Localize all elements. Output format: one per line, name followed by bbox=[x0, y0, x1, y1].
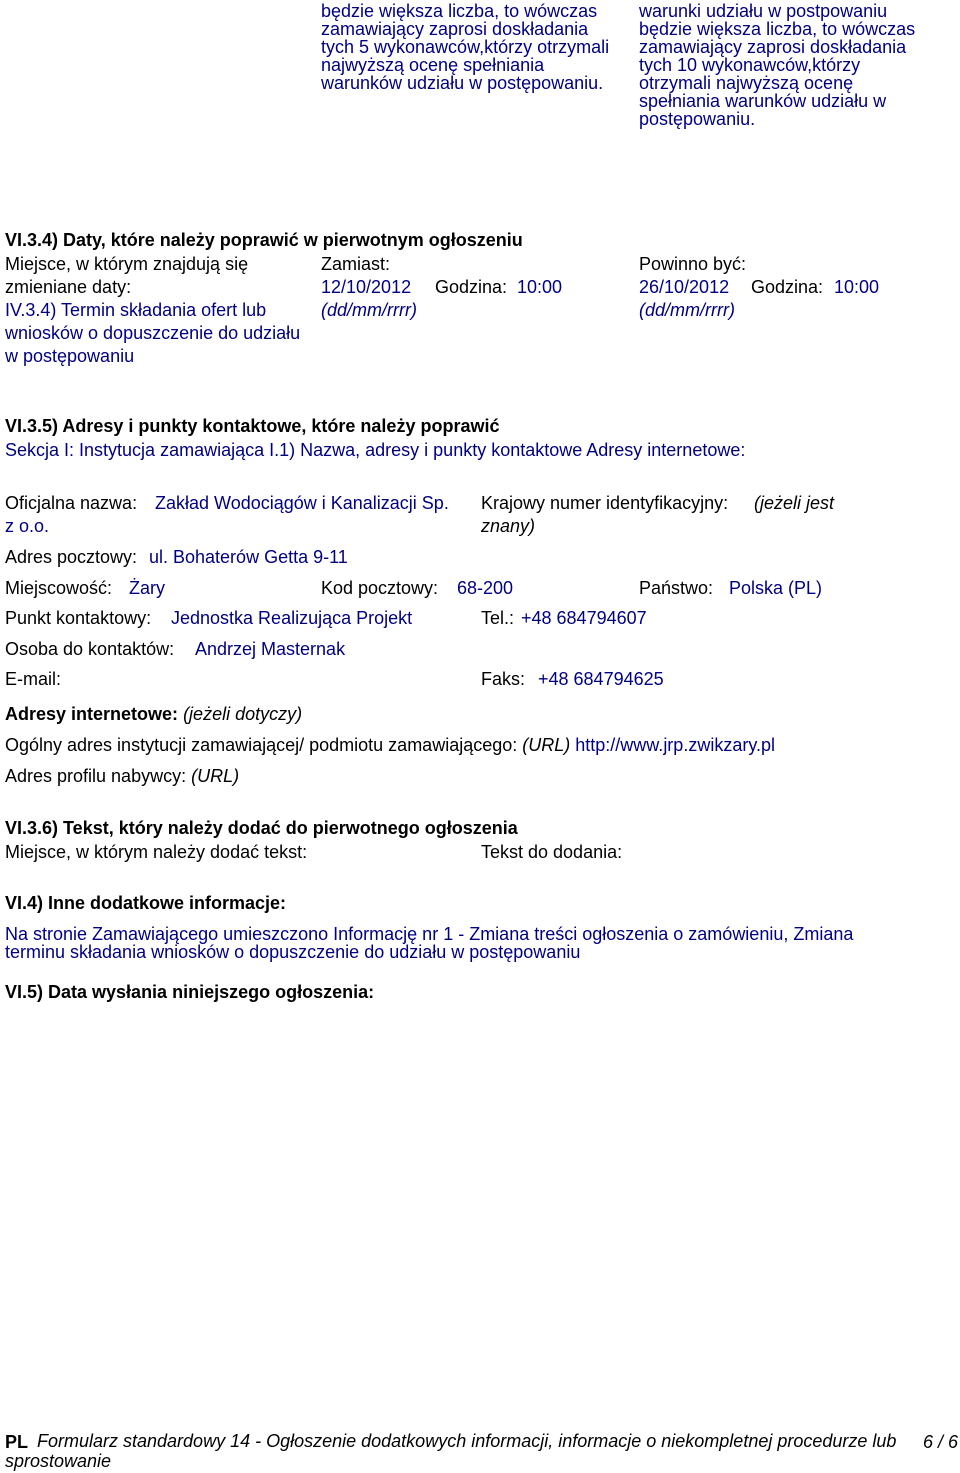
text-line: terminu składania wniosków o dopuszczenie do udziału w postępowaniu bbox=[5, 942, 581, 962]
postcode: 68-200 bbox=[457, 578, 514, 598]
text-line: w postępowaniu bbox=[5, 346, 135, 366]
general-url-row bbox=[5, 735, 775, 756]
place-label-2: zmieniane daty: bbox=[5, 277, 132, 297]
contact-person: Andrzej Masternak bbox=[195, 639, 346, 659]
buyer-profile-label: Adres profilu nabywcy: bbox=[5, 766, 187, 786]
text-line: wniosków o dopuszczenie do udziału bbox=[5, 323, 301, 343]
footer-title-cont: sprostowanie bbox=[5, 1451, 112, 1471]
section-heading-vi4: VI.4) Inne dodatkowe informacje: bbox=[5, 893, 287, 913]
section-heading-vi5: VI.5) Data wysłania niniejszego ogłoszenia: bbox=[5, 982, 375, 1002]
internet-note: (jeżeli dotyczy) bbox=[183, 704, 303, 724]
add-text-label: Tekst do dodania: bbox=[481, 842, 623, 862]
city: Żary bbox=[129, 578, 165, 598]
text-line: zamawiający zaprosi doskładania bbox=[321, 19, 589, 39]
internet-addresses bbox=[5, 704, 302, 725]
instead-hour: 10:00 bbox=[517, 277, 563, 297]
section-heading-vi36: VI.3.6) Tekst, który należy dodać do pierwotnego ogłoszenia bbox=[5, 818, 518, 838]
section-heading-vi34: VI.3.4) Daty, które należy poprawić w pierwotnym ogłoszeniu bbox=[5, 230, 523, 250]
place-label: Miejsce, w którym znajdują się bbox=[5, 254, 249, 274]
tel-label: Tel.: bbox=[481, 608, 515, 628]
hour-label: Godzina: bbox=[751, 277, 824, 297]
url-tag: (URL) bbox=[522, 735, 571, 755]
date-format: (dd/mm/rrrr) bbox=[639, 300, 735, 320]
new-requirement-text bbox=[639, 2, 915, 128]
additional-info bbox=[5, 925, 853, 961]
should-hour: 10:00 bbox=[834, 277, 880, 297]
tel: +48 684794607 bbox=[521, 608, 647, 628]
section-heading-vi35: VI.3.5) Adresy i punkty kontaktowe, które należy poprawić bbox=[5, 416, 500, 436]
text-line: tych 5 wykonawców,którzy otrzymali bbox=[321, 37, 610, 57]
city-label: Miejscowość: bbox=[5, 578, 113, 598]
contact-point: Jednostka Realizująca Projekt bbox=[171, 608, 413, 628]
should-label: Powinno być: bbox=[639, 254, 747, 274]
text-line: tych 10 wykonawców,którzy bbox=[639, 55, 861, 75]
postal-address: ul. Bohaterów Getta 9-11 bbox=[149, 547, 348, 567]
page-number: 6 / 6 bbox=[923, 1432, 959, 1452]
country-label: Państwo: bbox=[639, 578, 714, 598]
text-line: najwyższą ocenę spełniania bbox=[321, 55, 545, 75]
section-line: Sekcja I: Instytucja zamawiająca I.1) Nazwa, adresy i punkty kontaktowe Adresy internetowe: bbox=[5, 440, 746, 460]
general-url-link[interactable]: http://www.jrp.zwikzary.pl bbox=[575, 735, 775, 755]
text-line: będzie większa liczba, to wówczas bbox=[639, 19, 916, 39]
buyer-profile-row bbox=[5, 766, 239, 787]
text-line: Formularz standardowy 14 - Ogłoszenie dodatkowych informacji, informacje o niekompletnej procedurze lub bbox=[37, 1431, 897, 1451]
postcode-label: Kod pocztowy: bbox=[321, 578, 439, 598]
fax: +48 684794625 bbox=[538, 669, 664, 689]
text-line: zamawiający zaprosi doskładania bbox=[639, 37, 907, 57]
place-value bbox=[5, 299, 300, 368]
contact-person-label: Osoba do kontaktów: bbox=[5, 639, 175, 659]
official-name: Zakład Wodociągów i Kanalizacji Sp. bbox=[155, 493, 449, 513]
prev-requirement-text bbox=[321, 2, 609, 92]
text-line: Na stronie Zamawiającego umieszczono Informację nr 1 - Zmiana treści ogłoszenia o zamówieniu, Zmiana bbox=[5, 924, 854, 944]
postal-address-label: Adres pocztowy: bbox=[5, 547, 138, 567]
internet-label: Adresy internetowe: bbox=[5, 704, 179, 724]
text-line: otrzymali najwyższą ocenę bbox=[639, 73, 854, 93]
national-id-label: Krajowy numer identyfikacyjny: bbox=[481, 493, 729, 513]
email-label: E-mail: bbox=[5, 669, 62, 689]
instead-date: 12/10/2012 bbox=[321, 277, 412, 297]
contact-point-label: Punkt kontaktowy: bbox=[5, 608, 152, 628]
instead-label: Zamiast: bbox=[321, 254, 391, 274]
official-name-cont: z o.o. bbox=[5, 516, 50, 536]
if-known-note-cont: znany) bbox=[481, 516, 536, 536]
should-date: 26/10/2012 bbox=[639, 277, 730, 297]
general-url-label: Ogólny adres instytucji zamawiającej/ podmiotu zamawiającego: bbox=[5, 735, 518, 755]
add-place-label: Miejsce, w którym należy dodać tekst: bbox=[5, 842, 308, 862]
text-line: warunki udziału w postpowaniu bbox=[639, 1, 888, 21]
footer-lang: PL bbox=[5, 1432, 29, 1452]
country: Polska (PL) bbox=[729, 578, 823, 598]
official-name-label: Oficjalna nazwa: bbox=[5, 493, 138, 513]
date-format: (dd/mm/rrrr) bbox=[321, 300, 417, 320]
fax-label: Faks: bbox=[481, 669, 526, 689]
text-line: warunków udziału w postępowaniu. bbox=[321, 73, 604, 93]
text-line: będzie większa liczba, to wówczas bbox=[321, 1, 598, 21]
text-line: postępowaniu. bbox=[639, 109, 756, 129]
text-line: IV.3.4) Termin składania ofert lub bbox=[5, 300, 267, 320]
url-tag: (URL) bbox=[191, 766, 240, 786]
if-known-note: (jeżeli jest bbox=[754, 493, 835, 513]
footer-title bbox=[37, 1432, 896, 1451]
hour-label: Godzina: bbox=[435, 277, 508, 297]
text-line: spełniania warunków udziału w bbox=[639, 91, 887, 111]
